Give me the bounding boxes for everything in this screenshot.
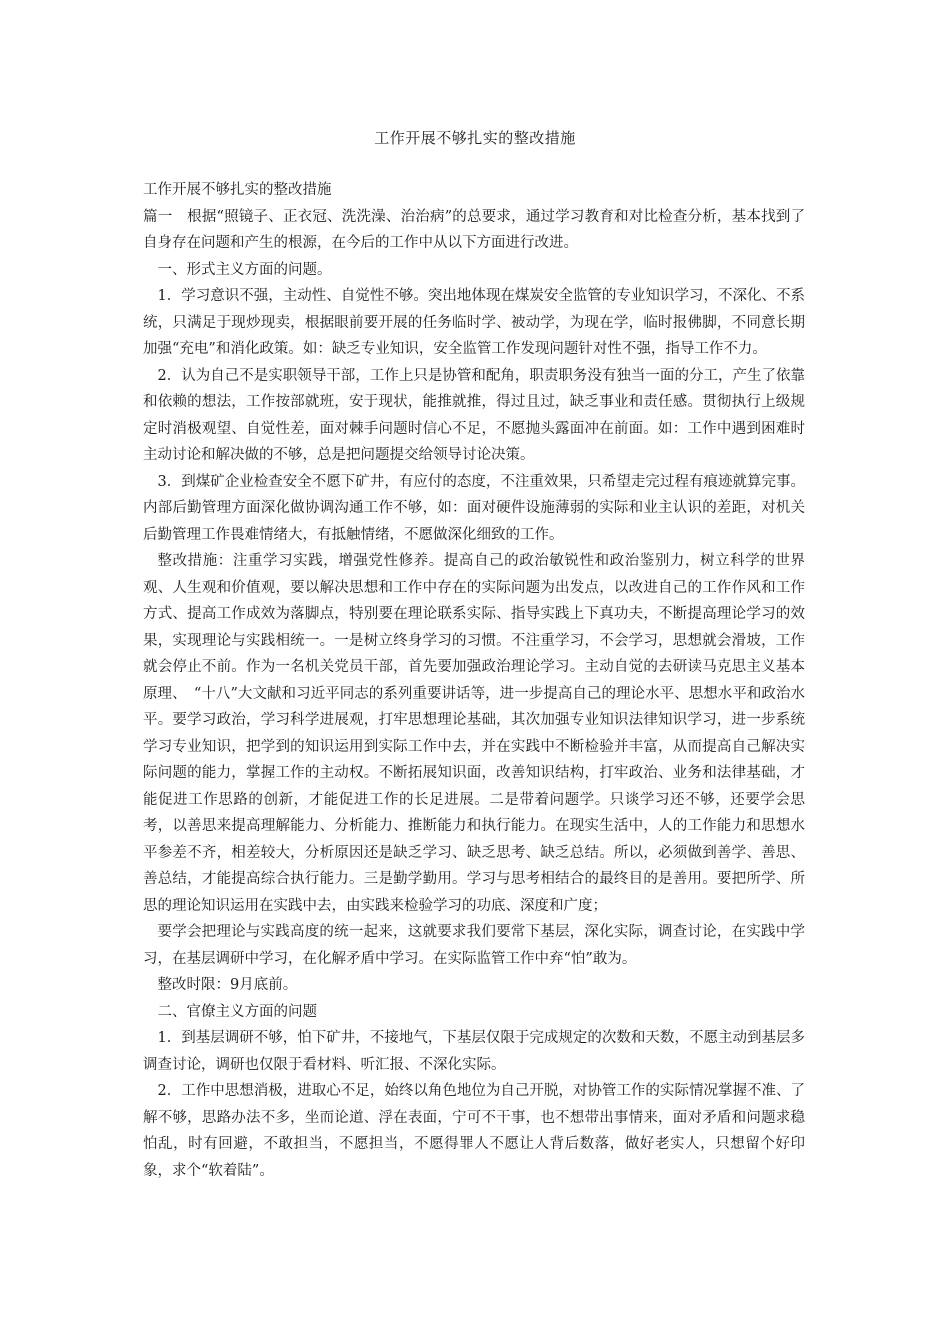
document-title: 工作开展不够扎实的整改措施 bbox=[374, 129, 576, 147]
section-one-heading: 一、形式主义方面的问题。 bbox=[157, 261, 332, 278]
bureaucracy-paragraph-1: 1．到基层调研不够，怕下矿井，不接地气，下基层仅限于完成规定的次数和天数，不愿主动到基层多调查讨论，调研也仅限于看材料、听汇报、不深化实际。 bbox=[143, 1030, 805, 1073]
bureaucracy-paragraph-2: 2．工作中思想消极，进取心不足，始终以角色地位为自己开脱，对协管工作的实际情况掌握不准、了解不够，思路办法不多，坐而论道、浮在表面，宁可不干事，也不想带出事情来，面对矛盾和问题求稳怕乱，时有回避，不敢担当，不愿担当，不愿得罪人不愿让人背后数落，做好老实人，只想留个好印象，求个“软着陆”。 bbox=[143, 1083, 805, 1179]
issue-paragraph-1: 1．学习意识不强，主动性、自觉性不够。突出地体现在煤炭安全监管的专业知识学习，不深化、不系统，只满足于现炒现卖，根据眼前要开展的任务临时学、被动学，为现在学，临时报佛脚，不同意长期加强“充电”和消化政策。如：缺乏专业知识，安全监管工作发现问题针对性不强，指导工作不力。 bbox=[143, 288, 805, 357]
section-heading: 工作开展不够扎实的整改措施 bbox=[143, 182, 332, 198]
practice-paragraph: 要学会把理论与实践高度的统一起来，这就要求我们要常下基层，深化实际，调查讨论，在实践中学习，在基层调研中学习，在化解矛盾中学习。在实际监管工作中弃“怕”敢为。 bbox=[143, 924, 805, 967]
deadline-paragraph: 整改时限：9月底前。 bbox=[157, 977, 298, 993]
intro-paragraph: 篇一 根据“照镜子、正衣冠、洗洗澡、治治病”的总要求，通过学习教育和对比检查分析，基本找到了自身存在问题和产生的根源，在今后的工作中从以下方面进行改进。 bbox=[143, 208, 805, 251]
document-body bbox=[143, 177, 805, 1184]
issue-paragraph-3: 3．到煤矿企业检查安全不愿下矿井，有应付的态度，不注重效果，只希望走完过程有痕迹就算完事。内部后勤管理方面深化做协调沟通工作不够，如：面对硬件设施薄弱的实际和业主认识的差距，对机关后勤管理工作畏难情绪大，有抵触情绪，不愿做深化细致的工作。 bbox=[143, 473, 805, 543]
issue-paragraph-2: 2．认为自己不是实职领导干部，工作上只是协管和配角，职责职务没有独当一面的分工，产生了依靠和依赖的想法，工作按部就班，安于现状，能推就推，得过且过，缺乏事业和责任感。贯彻执行上级规定时消极观望、自觉性差，面对棘手问题时信心不足，不愿抛头露面冲在前面。如：工作中遇到困难时主动讨论和解决做的不够，总是把问题提交给领导讨论决策。 bbox=[143, 367, 805, 463]
rectification-paragraph: 整改措施：注重学习实践，增强党性修养。提高自己的政治敏锐性和政治鉴别力，树立科学的世界观、人生观和价值观，要以解决思想和工作中存在的实际问题为出发点，以改进自己的工作作风和工作方式、提高工作成效为落脚点，特别要在理论联系实际、指导实践上下真功夫，不断提高理论学习的效果，实现理论与实践相统一。一是树立终身学习的习惯。不注重学习，不会学习，思想就会滑坡，工作就会停止不前。作为一名机关党员干部，首先要加强政治理论学习。主动自觉的去研读马克思主义基本原理、 “十八”大文献和习近平同志的系列重要讲话等，进一步提高自己的理论水平、思想水平和政治水平。要学习政治，学习科学进展观，打牢思想理论基础，其次加强专业知识法律知识学习，进一步系统学习专业知识，把学到的知识运用到实际工作中去，并在实践中不断检验并丰富，从而提高自己解决实际问题的能力，掌握工作的主动权。不断拓展知识面，改善知识结构，打牢政治、业务和法律基础，才能促进工作思路的创新，才能促进工作的长足进展。二是带着问题学。只谈学习还不够，还要学会思考，以善思来提高理解能力、分析能力、推断能力和执行能力。在现实生活中，人的工作能力和思想水平参差不齐，相差较大，分析原因还是缺乏学习、缺乏思考、缺乏总结。所以，必须做到善学、善思、善总结，才能提高综合执行能力。三是勤学勤用。学习与思考相结合的最终目的是善用。要把所学、所思的理论知识运用在实践中去，由实践来检验学习的功底、深度和广度； bbox=[143, 553, 805, 914]
section-two-heading: 二、官僚主义方面的问题 bbox=[157, 1003, 317, 1020]
